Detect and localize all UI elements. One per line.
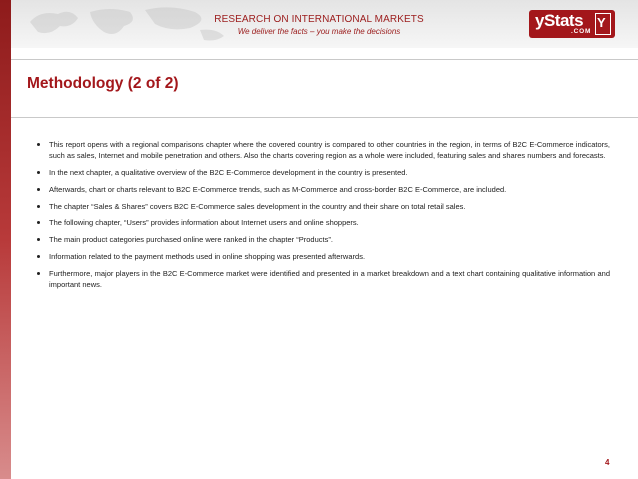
bullet-list bbox=[34, 139, 610, 296]
list-item: Afterwards, chart or charts relevant to B2C E-Commerce trends, such as M-Commerce and cross-border B2C E-Commerce, are included. bbox=[34, 184, 610, 195]
list-item: The main product categories purchased online were ranked in the chapter “Products”. bbox=[34, 234, 610, 245]
list-item: The following chapter, “Users” provides information about Internet users and online shoppers. bbox=[34, 217, 610, 228]
logo-text: yStats bbox=[535, 11, 584, 30]
list-item: In the next chapter, a qualitative overview of the B2C E-Commerce development in the country is presented. bbox=[34, 167, 610, 178]
list-item: This report opens with a regional comparisons chapter where the covered country is compared to other countries in the region, in terms of B2C E-Commerce indicators, such as sales, Internet and mobile penetration and others. Also the charts covering region as a whole were included, featuring sales and shares numbers and forecasts. bbox=[34, 139, 610, 161]
divider bbox=[11, 117, 638, 118]
logo-domain: .COM bbox=[571, 28, 592, 35]
ystats-logo[interactable] bbox=[529, 10, 615, 38]
left-accent-bar bbox=[0, 0, 11, 479]
header-title: RESEARCH ON INTERNATIONAL MARKETS bbox=[214, 14, 424, 25]
page-number: 4 bbox=[605, 458, 610, 467]
list-item: Furthermore, major players in the B2C E-Commerce market were identified and presented in a market breakdown and a text chart containing qualitative information and important news. bbox=[34, 268, 610, 290]
logo-mark-letter: Y bbox=[597, 15, 606, 30]
list-item: The chapter “Sales & Shares” covers B2C E-Commerce sales development in the country and their share on total retail sales. bbox=[34, 201, 610, 212]
header-subtitle: We deliver the facts – you make the decisions bbox=[237, 27, 401, 36]
logo-mark-icon bbox=[595, 13, 611, 35]
list-item: Information related to the payment methods used in online shopping was presented afterwards. bbox=[34, 251, 610, 262]
page-title: Methodology (2 of 2) bbox=[27, 75, 179, 92]
divider bbox=[11, 59, 638, 60]
